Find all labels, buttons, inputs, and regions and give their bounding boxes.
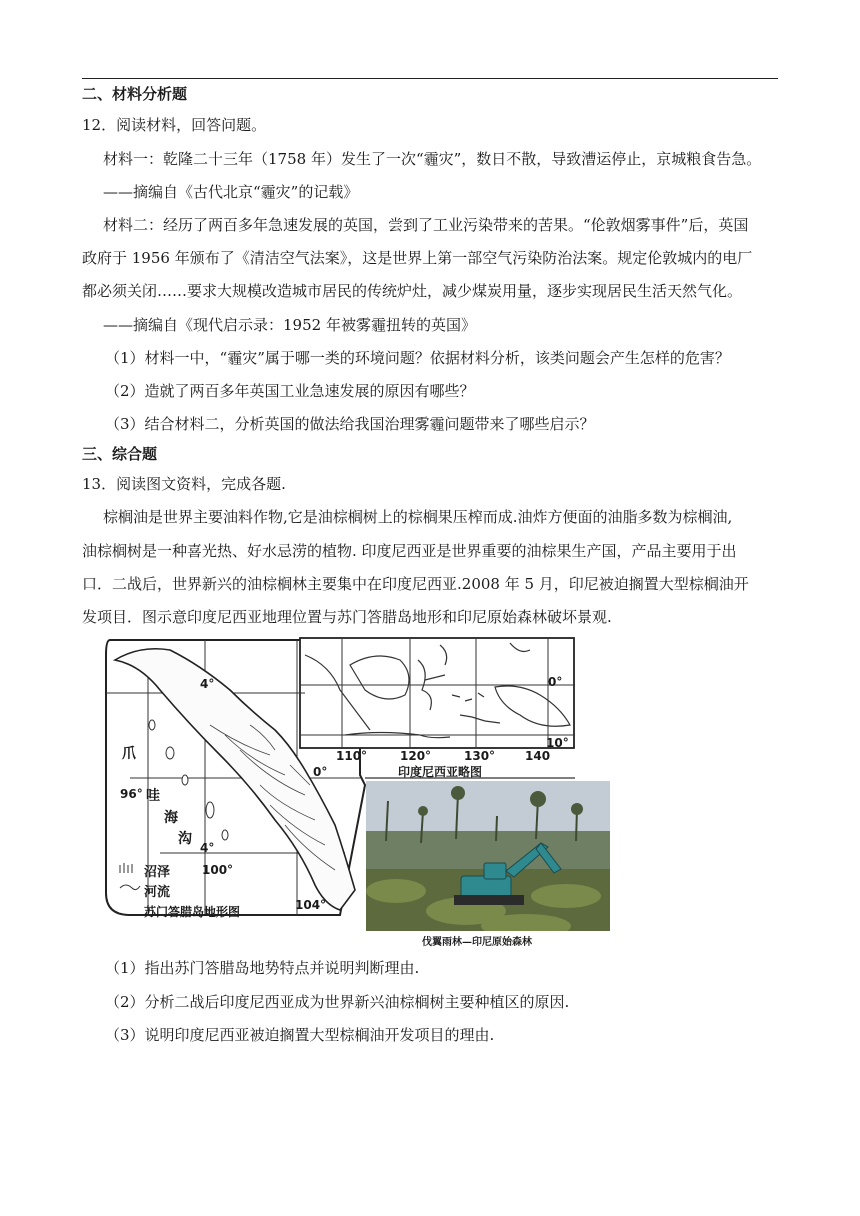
material2-line3: 都必须关闭……要求大规模改造城市居民的传统炉灶，减少煤炭用量，逐步实现居民生活天然气化。 <box>82 282 743 300</box>
sumatra-lat-4s: 4° <box>200 841 215 855</box>
indonesia-map-frame <box>300 638 574 748</box>
q13-sub3: （3）说明印度尼西亚被迫搁置大型棕榈油开发项目的理由. <box>105 1026 495 1044</box>
forest-destruction-photo <box>366 781 610 939</box>
indo-lat-10: 10° <box>546 736 569 750</box>
material2-source: ——摘编自《现代启示录：1952 年被雾霾扭转的英国》 <box>103 316 476 334</box>
material1-text: 材料一：乾隆二十三年（1758 年）发生了一次“霾灾”，数日不散，导致漕运停止，京城粮食告急。 <box>103 150 762 168</box>
q13-paragraph-line1: 棕榈油是世界主要油料作物,它是油棕榈树上的棕榈果压榨而成.油炸方便面的油脂多数为棕榈油, <box>103 508 733 526</box>
legend-swamp-label: 沼泽 <box>144 865 171 880</box>
q13-sub2: （2）分析二战后印度尼西亚成为世界新兴油棕榈树主要种植区的原因. <box>105 993 570 1011</box>
q13-sub1: （1）指出苏门答腊岛地势特点并说明判断理由. <box>105 959 420 977</box>
section3-heading: 三、综合题 <box>82 445 158 463</box>
photo-caption: 伐翼雨林—印尼原始森林 <box>422 937 532 948</box>
q12-sub2: （2）造就了两百多年英国工业急速发展的原因有哪些？ <box>105 382 475 400</box>
q13-paragraph-line2: 油棕榈树是一种喜光热、好水忌涝的植物. 印度尼西亚是世界重要的油棕果生产国，产品主要用于出 <box>82 542 737 560</box>
material2-line1: 材料二：经历了两百多年急速发展的英国，尝到了工业污染带来的苦果。“伦敦烟雾事件”后，英国 <box>103 216 749 234</box>
sumatra-lon-104: 104° <box>295 898 327 912</box>
indo-lon-120: 120° <box>400 749 432 763</box>
material1-source: ——摘编自《古代北京“霾灾”的记载》 <box>103 183 359 201</box>
trench-label-3: 海 <box>164 810 178 826</box>
indonesia-map-title: 印度尼西亚略图 <box>398 765 483 779</box>
sumatra-lat-0: 0° <box>313 765 328 779</box>
material2-line2: 政府于 1956 年颁布了《清洁空气法案》，这是世界上第一部空气污染防治法案。规定伦敦城内的电厂 <box>82 249 753 267</box>
sumatra-lat-4n: 4° <box>200 677 215 691</box>
trench-label-2: 哇 <box>146 788 160 804</box>
indo-lon-130: 130° <box>464 749 496 763</box>
sumatra-lon-100: 100° <box>202 863 234 877</box>
trench-label-4: 沟 <box>178 831 192 847</box>
indo-lat-0: 0° <box>548 675 563 689</box>
q12-stem: 12．阅读材料，回答问题。 <box>82 116 267 134</box>
sumatra-map-title: 苏门答腊岛地形图 <box>144 905 241 919</box>
sumatra-lon-96: 96° <box>120 787 143 801</box>
q12-sub3: （3）结合材料二，分析英国的做法给我国治理雾霾问题带来了哪些启示？ <box>105 415 595 433</box>
photo-drawing <box>366 781 610 939</box>
q12-sub1: （1）材料一中，“霾灾”属于哪一类的环境问题？依据材料分析，该类问题会产生怎样的危害？ <box>105 349 730 367</box>
trench-label-1: 爪 <box>122 746 136 762</box>
q13-paragraph-line3: 口．二战后，世界新兴的油棕榈林主要集中在印度尼西亚.2008 年 5 月，印尼被迫搁置大型棕榈油开 <box>82 575 749 593</box>
section2-heading: 二、材料分析题 <box>82 85 188 103</box>
legend-river-label: 河流 <box>144 885 171 900</box>
indo-lon-140: 140 <box>525 749 551 763</box>
indo-lon-110: 110° <box>336 749 368 763</box>
q13-stem: 13．阅读图文资料，完成各题. <box>82 475 286 493</box>
q13-paragraph-line4: 发项目．图示意印度尼西亚地理位置与苏门答腊岛地形和印尼原始森林破坏景观. <box>82 608 612 626</box>
top-rule <box>82 78 778 79</box>
